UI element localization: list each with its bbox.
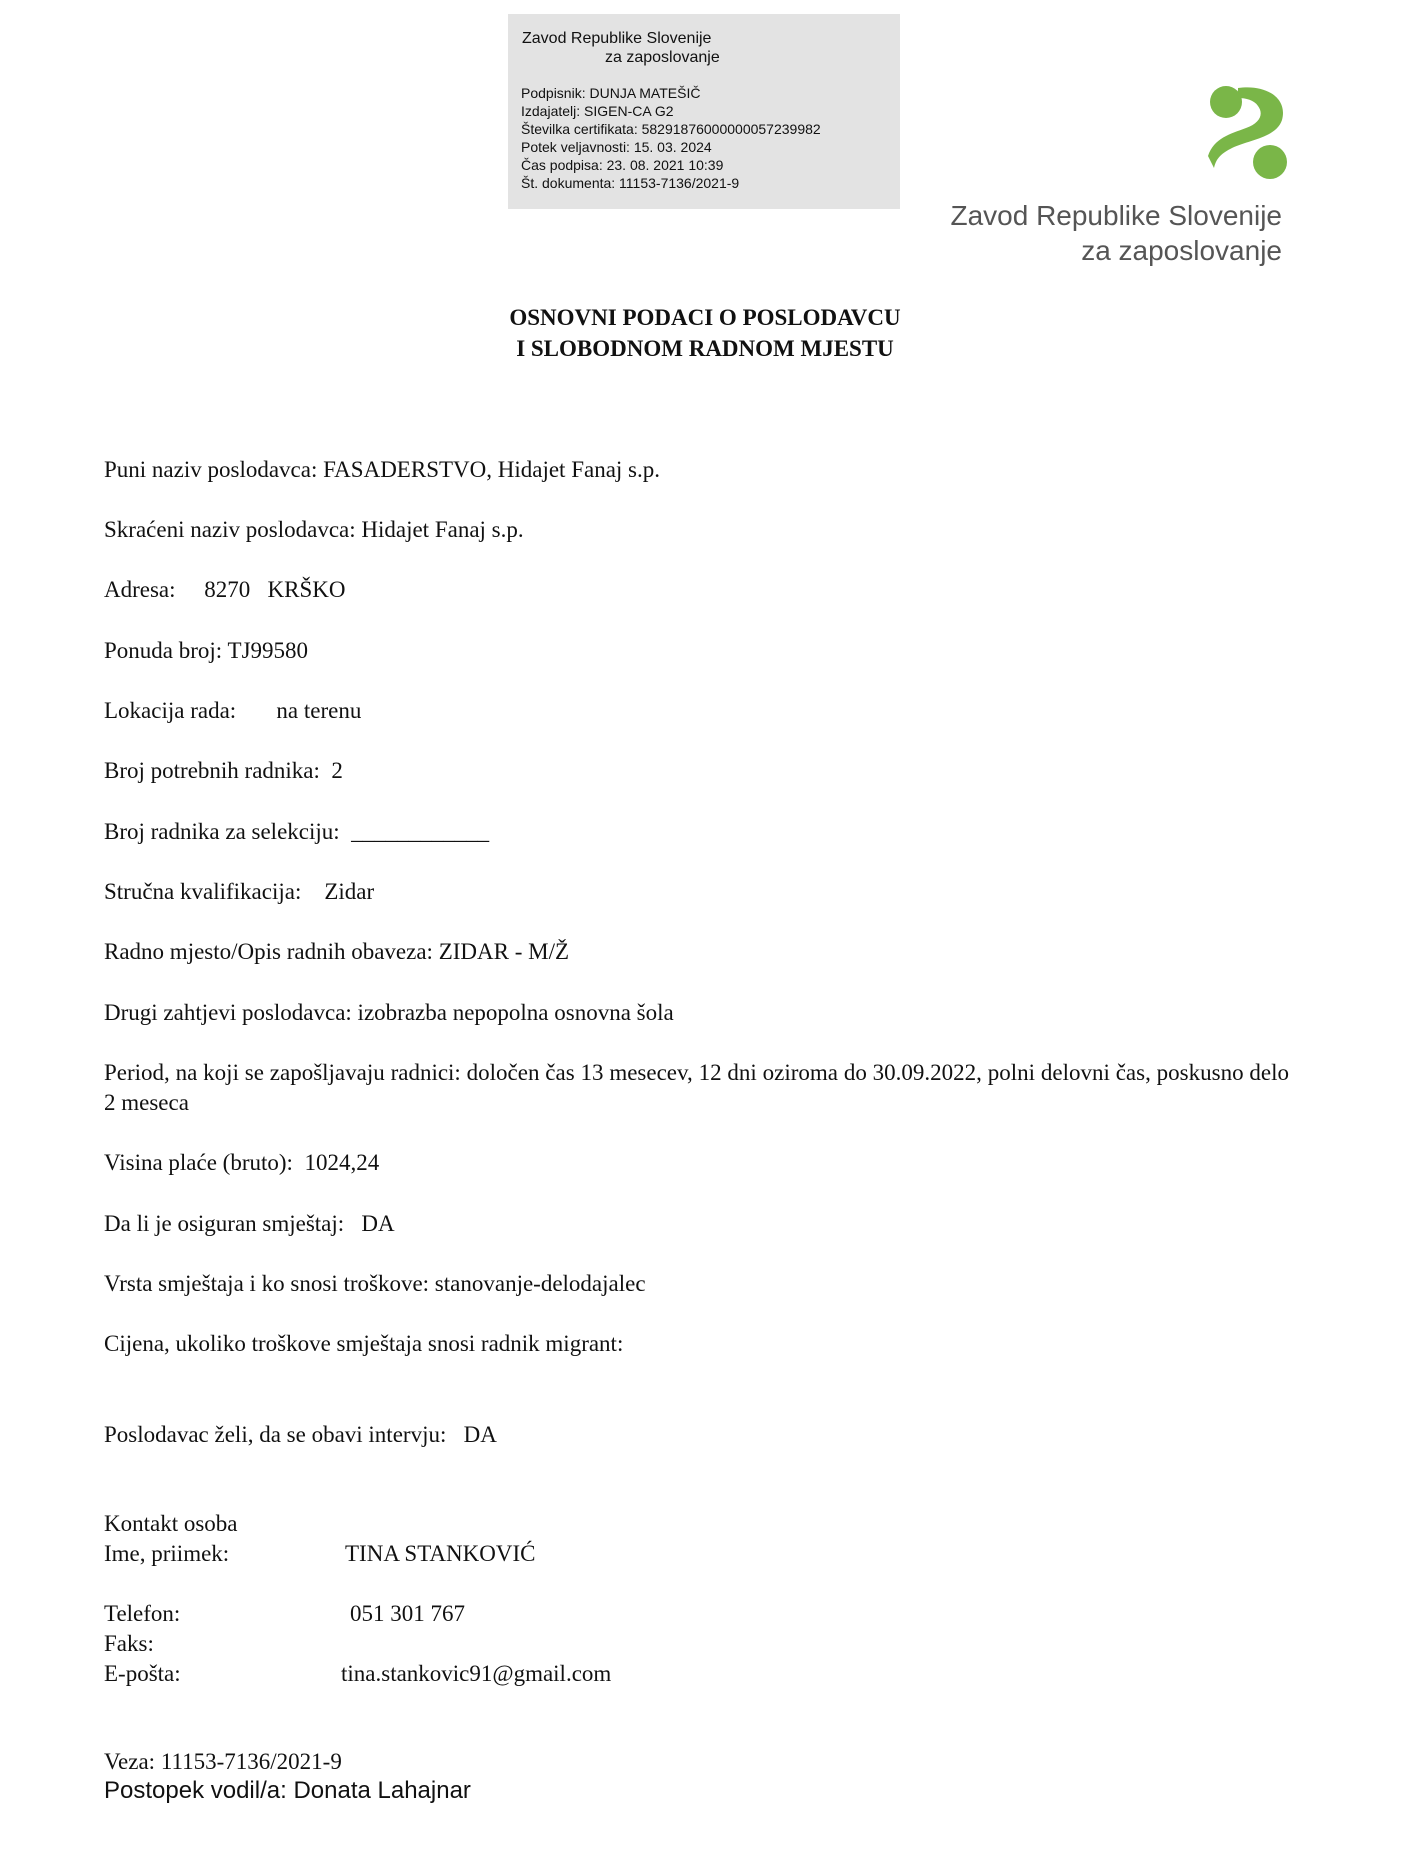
field-housing-provided: Da li je osiguran smještaj: DA [104,1211,395,1236]
logo-text [950,198,1282,268]
contact-name-value: TINA STANKOVIĆ [345,1541,536,1566]
footer-reference: Veza: 11153-7136/2021-9 [104,1749,342,1774]
field-housing-price: Cijena, ukoliko troškove smještaja snosi radnik migrant: [104,1331,624,1356]
field-interview: Poslodavac želi, da se obavi intervju: DA [104,1422,497,1447]
field-work-location: Lokacija rada: na terenu [104,698,362,723]
signature-doc-number: Št. dokumenta: 11153-7136/2021-9 [521,175,740,191]
field-employment-period: Period, na koji se zapošljavaju radnici: določen čas 13 mesecev, 12 dni oziroma do 30.09.2022, polni delovni čas, poskusno delo 2 meseca [104,1060,1289,1115]
signature-validity: Potek veljavnosti: 15. 03. 2024 [521,139,712,155]
field-salary: Visina plaće (bruto): 1024,24 [104,1150,380,1175]
signature-issuer: Izdajatelj: SIGEN-CA G2 [521,103,674,119]
signature-box [508,14,900,209]
field-job-description: Radno mjesto/Opis radnih obaveza: ZIDAR - M/Ž [104,939,570,964]
document-title [0,302,1410,364]
field-qualification: Stručna kvalifikacija: Zidar [104,879,375,904]
logo-text-line1: Zavod Republike Slovenije [950,200,1282,231]
contact-phone-value: 051 301 767 [350,1601,465,1626]
contact-fax-label: Faks: [104,1631,154,1656]
signature-signer: Podpisnik: DUNJA MATEŠIČ [521,85,701,101]
contact-name-label: Ime, priimek: [104,1541,230,1566]
field-housing-type: Vrsta smještaja i ko snosi troškove: stanovanje-delodajalec [104,1271,646,1296]
field-other-requirements: Drugi zahtjevi poslodavca: izobrazba nepopolna osnovna šola [104,1000,674,1025]
field-address: Adresa: 8270 KRŠKO [104,577,346,602]
contact-email-value: tina.stankovic91@gmail.com [341,1661,612,1686]
contact-phone-label: Telefon: [104,1601,181,1626]
signature-org-line2: za zaposlovanje [605,49,720,66]
signature-cert-number: Številka certifikata: 58291876000000057239982 [521,121,821,137]
field-workers-needed: Broj potrebnih radnika: 2 [104,758,343,783]
document-title-line1: OSNOVNI PODACI O POSLODAVCU [509,305,901,330]
field-short-name: Skraćeni naziv poslodavca: Hidajet Fanaj s.p. [104,517,524,542]
field-full-name: Puni naziv poslodavca: FASADERSTVO, Hidajet Fanaj s.p. [104,457,660,482]
signature-org-line1: Zavod Republike Slovenije [522,30,712,47]
contact-heading: Kontakt osoba [104,1511,238,1536]
zrss-logo-icon [1208,86,1288,180]
field-workers-selection: Broj radnika za selekciju: ____________ [104,819,490,844]
footer-handler: Postopek vodil/a: Donata Lahajnar [104,1777,471,1804]
document-title-line2: I SLOBODNOM RADNOM MJESTU [516,336,894,361]
signature-time: Čas podpisa: 23. 08. 2021 10:39 [521,157,724,173]
field-offer-number: Ponuda broj: TJ99580 [104,638,309,663]
contact-email-label: E-pošta: [104,1661,181,1686]
logo-text-line2: za zaposlovanje [1081,235,1282,266]
